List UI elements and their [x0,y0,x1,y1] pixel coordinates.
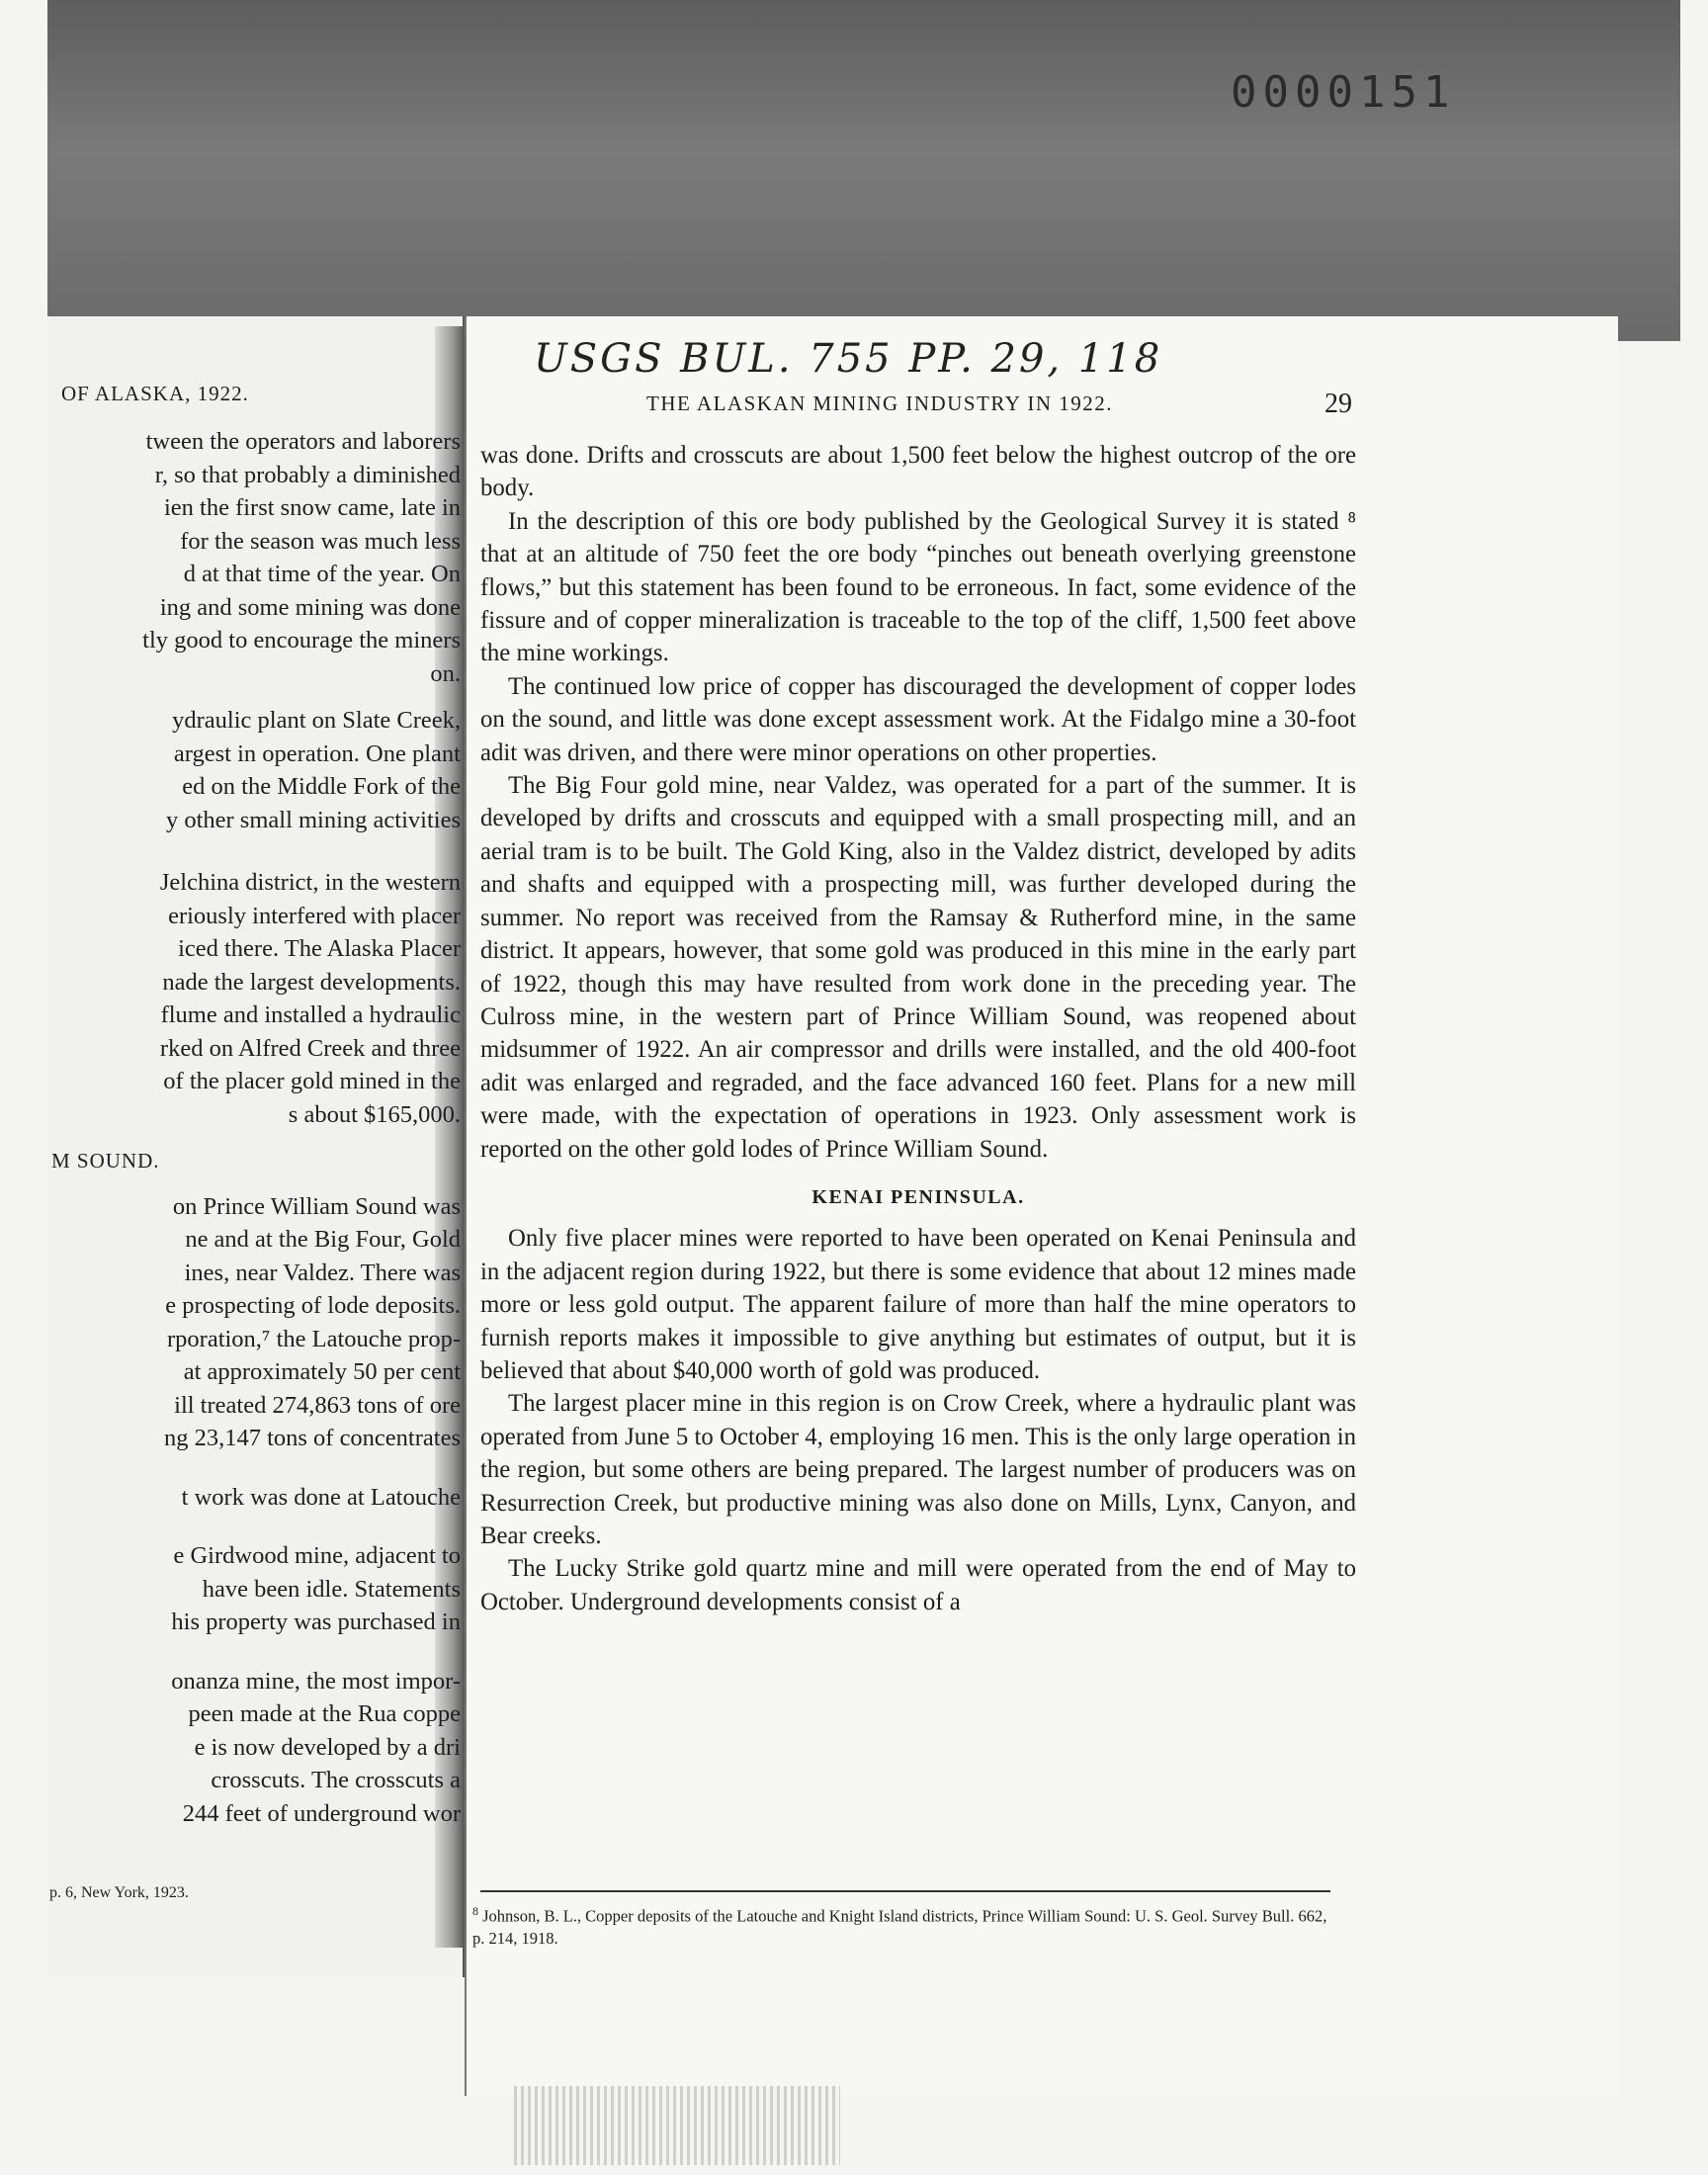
left-text-line: nade the largest developments. [162,968,461,996]
left-text-line: r, so that probably a diminished [154,461,461,488]
left-text-line: ne and at the Big Four, Gold [185,1226,461,1253]
left-text-line: peen made at the Rua coppe [188,1700,461,1727]
left-text-line: eriously interfered with placer [168,902,461,929]
left-text-line: Jelchina district, in the western [159,869,461,896]
paragraph: The Big Four gold mine, near Valdez, was operated for a part of the summer. It is developed by drifts and crosscuts and equipped with a small prospecting mill, and an aerial tram is to be built. The Gold King, also in the Valdez district, developed by adits and shafts and equipped with a prospecting mill, was further developed during the summer. No report was received from the Ramsay & Rutherford mine, in the same district. It appears, however, that some gold was produced in this mine in the early part of 1922, though this may have resulted from work done in the preceding year. The Culross mine, in the western part of Prince William Sound, was reopened about midsummer of 1922. An air compressor and drills were installed, and the old 400-foot adit was enlarged and regraded, and the face advanced 160 feet. Plans for a new mill were made, with the expectation of operations in 1923. Only assessment work is reported on the other gold lodes of Prince William Sound. [480,772,1356,1163]
left-text-line: ydraulic plant on Slate Creek, [172,707,461,734]
left-text-line: flume and installed a hydraulic [160,1001,461,1028]
left-text-line: e is now developed by a dri [194,1733,461,1761]
left-text-line: d at that time of the year. On [183,561,461,587]
left-text-line: ill treated 274,863 tons of ore [174,1391,461,1419]
left-text-line: crosscuts. The crosscuts a [211,1767,461,1793]
left-text-line: tly good to encourage the miners [142,627,461,653]
left-block-6 [47,1539,461,1639]
left-text-line: y other small mining activities [165,806,461,833]
footnote-marker: 8 [472,1904,478,1918]
left-text-line: ien the first snow came, late in [163,494,461,521]
left-text-line: ng 23,147 tons of concentrates [163,1425,461,1451]
running-head: THE ALASKAN MINING INDUSTRY IN 1922. [646,392,1114,415]
left-text-line: ines, near Valdez. There was [184,1259,461,1286]
left-text-line: argest in operation. One plant [173,740,461,767]
left-text-line: his property was purchased in [171,1609,461,1635]
left-text-line: have been idle. Statements [202,1575,461,1603]
left-text-line: 244 feet of underground wor [182,1799,461,1827]
page-number: 29 [1324,389,1352,419]
left-text-line: ing and some mining was done [159,593,461,621]
paragraph: The Lucky Strike gold quartz mine and mill were operated from the end of May to October. Underground developments consist of a [480,1555,1356,1615]
paragraph: The continued low price of copper has discouraged the development of copper lodes on the sound, and little was done except assessment work. At the Fidalgo mine a 30-foot adit was driven, and there were minor operations on other properties. [480,672,1356,766]
document-stamp-number: 0000151 [1231,67,1456,118]
footnote-text: Johnson, B. L., Copper deposits of the Latouche and Knight Island districts, Prince William Sound: U. S. Geol. Survey Bull. 662, p. 214, 1918. [472,1906,1327,1948]
body-text [480,439,1356,1618]
left-block-3 [47,866,461,1131]
left-section-heading: M SOUND. [51,1149,160,1173]
left-text-line: rporation,⁷ the Latouche prop- [167,1325,461,1352]
left-text-line: on Prince William Sound was [172,1192,461,1220]
left-block-2 [47,704,461,836]
left-text-line: t work was done at Latouche [181,1483,461,1511]
left-running-head: OF ALASKA, 1922. [61,382,249,405]
footnote-rule [480,1890,1330,1892]
scan-shadow-band [47,0,1680,341]
left-text-line: ed on the Middle Fork of the [182,773,461,800]
left-text-line: onanza mine, the most impor- [171,1667,461,1695]
left-text-line: on. [430,659,461,687]
left-block-7 [47,1665,461,1831]
left-block-1 [47,425,461,690]
left-text-line: iced there. The Alaska Placer [178,935,461,962]
left-text-line: tween the operators and laborers [145,428,461,455]
left-footnote: p. 6, New York, 1923. [49,1884,189,1901]
paragraph: The largest placer mine in this region is on Crow Creek, where a hydraulic plant was operated from June 5 to October 4, employing 16 men. This is the only large operation in the region, but some others are being prepared. The largest number of producers was on Resurrection Creek, but productive mining was also done on Mills, Lynx, Canyon, and Bear creeks. [480,1390,1356,1549]
left-block-4 [47,1190,461,1455]
paragraph: Only five placer mines were reported to have been operated on Kenai Peninsula and in the adjacent region during 1922, but there is some evidence that about 12 mines made more or less gold output. The apparent failure of more than half the mine operators to furnish reports makes it impossible to give anything but estimates of output, but it is believed that about $40,000 worth of gold was produced. [480,1225,1356,1384]
left-text-line: rked on Alfred Creek and three [159,1034,461,1062]
left-text-line: s about $165,000. [288,1100,461,1128]
left-text-line: of the placer gold mined in the [163,1068,461,1094]
left-page-text [47,425,461,1830]
left-block-5 [47,1481,461,1515]
scan-artifact [514,2086,840,2165]
handwritten-reference: USGS BUL. 755 PP. 29, 118 [534,336,1163,382]
paragraph: In the description of this ore body published by the Geological Survey it is stated ⁸ that at an altitude of 750 feet the ore body “pinches out beneath overlying greenstone flows,” but this statement has been found to be erroneous. In fact, some evidence of the fissure and of copper mineralization is traceable to the top of the cliff, 1,500 feet above the mine workings. [480,507,1356,667]
footnote [472,1900,1342,1950]
section-heading: KENAI PENINSULA. [811,1185,1025,1208]
paragraph: was done. Drifts and crosscuts are about 1,500 feet below the highest outcrop of the ore body. [480,442,1356,502]
left-text-line: at approximately 50 per cent [183,1358,461,1385]
left-text-line: for the season was much less [180,527,461,555]
left-text-line: e prospecting of lode deposits. [165,1292,461,1319]
left-text-line: e Girdwood mine, adjacent to [173,1542,461,1569]
